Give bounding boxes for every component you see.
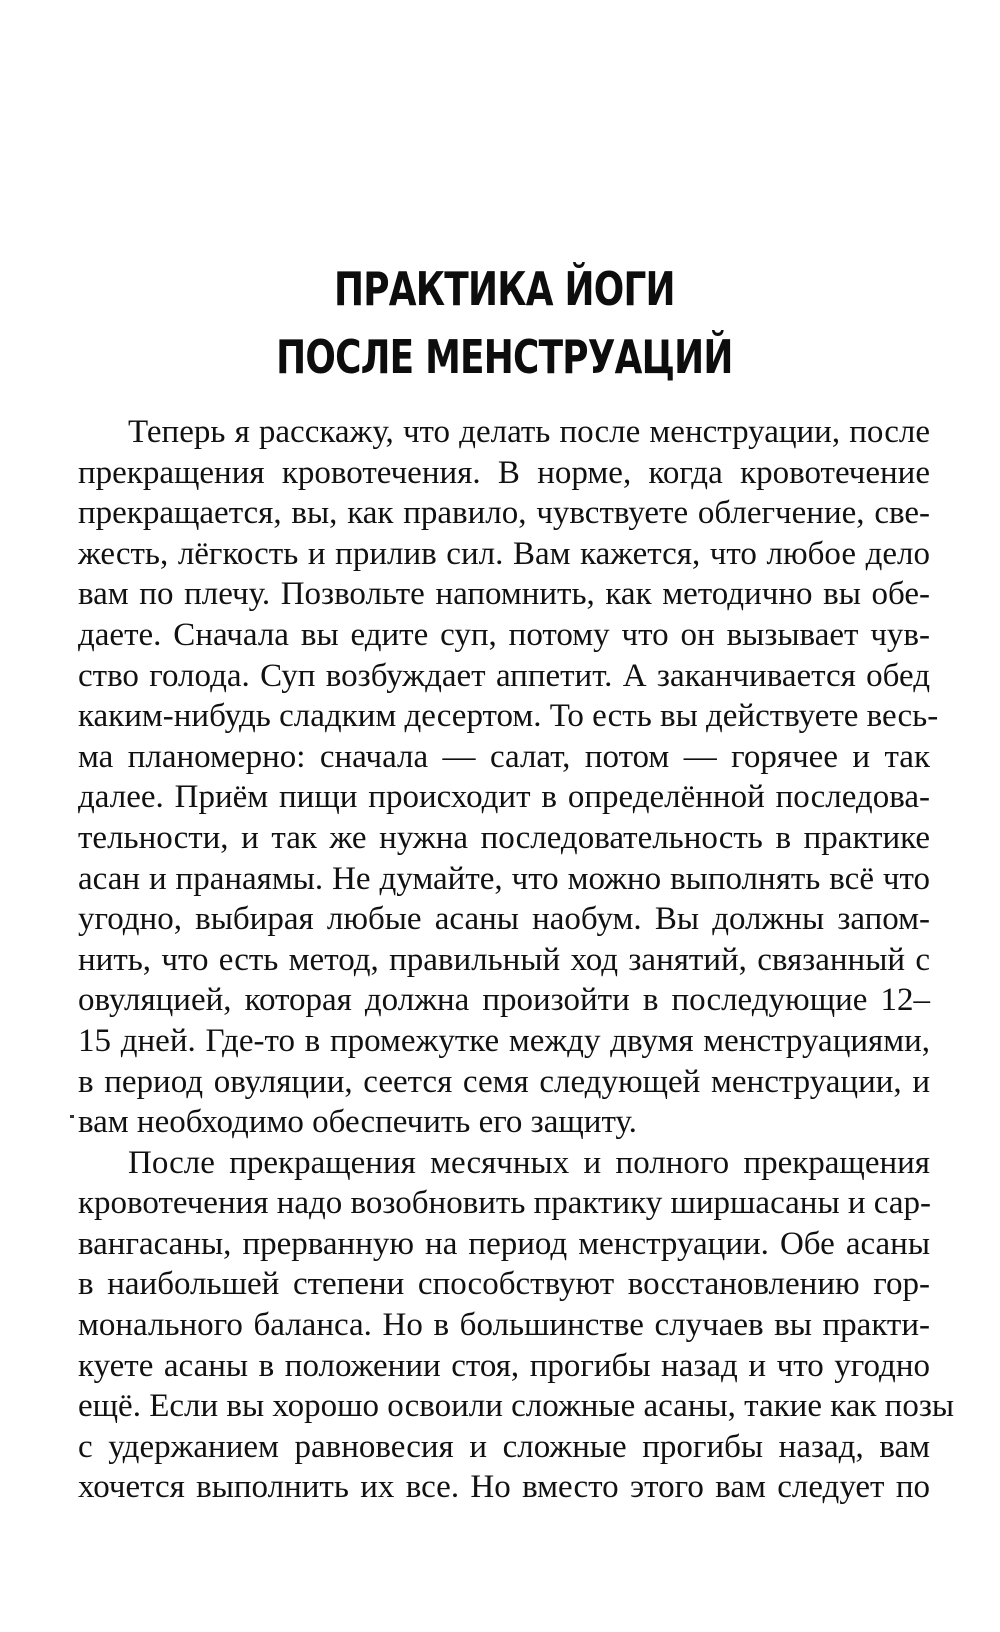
text-line: вам необходимо обеспечить его защиту. — [78, 1104, 637, 1141]
text-line: кровотечения надо возобновить практику ширшасаны и сар- — [78, 1185, 931, 1222]
chapter-title-line-2: ПОСЛЕ МЕНСТРУАЦИЙ — [276, 330, 733, 384]
paragraph-1 — [78, 412, 939, 1143]
text-line: монального баланса. Но в большинстве случаев вы практи- — [78, 1307, 930, 1344]
text-line: ство голода. Суп возбуждает аппетит. А заканчивается обед — [78, 657, 930, 694]
paragraph-2 — [78, 1143, 955, 1508]
text-line: нить, что есть метод, правильный ход занятий, связанный с — [78, 941, 930, 978]
text-line: 15 дней. Где-то в промежутке между двумя менструациями, — [78, 1022, 930, 1059]
text-line: в наибольшей степени способствуют восстановлению гор- — [78, 1266, 930, 1303]
text-line: угодно, выбирая любые асаны наобум. Вы должны запом- — [78, 901, 930, 938]
text-line: После прекращения месячных и полного прекращения — [128, 1144, 930, 1181]
text-line: Теперь я расскажу, что делать после менструации, после — [128, 414, 930, 450]
text-line: с удержанием равновесия и сложные прогибы назад, вам — [78, 1428, 930, 1465]
text-line: прекращается, вы, как правило, чувствуете облегчение, све- — [78, 495, 930, 532]
text-line: хочется выполнить их все. Но вместо этого вам следует по — [78, 1469, 930, 1506]
text-line: даете. Сначала вы едите суп, потому что он вызывает чув- — [78, 616, 930, 653]
text-line: тельности, и так же нужна последовательность в практике — [78, 819, 930, 856]
text-line: асан и пранаямы. Не думайте, что можно выполнять всё что — [78, 860, 930, 897]
text-line: каким-нибудь сладким десертом. То есть вы действуете весь- — [78, 698, 939, 735]
text-line: далее. Приём пищи происходит в определённой последова- — [78, 779, 930, 816]
text-line: куете асаны в положении стоя, прогибы назад и что угодно — [78, 1347, 930, 1384]
text-line: прекращения кровотечения. В норме, когда кровотечение — [78, 454, 930, 491]
text-line: овуляцией, которая должна произойти в последующие 12– — [78, 982, 930, 1019]
text-line: жесть, лёгкость и прилив сил. Вам кажется, что любое дело — [78, 535, 930, 572]
text-line: ма планомерно: сначала — салат, потом — горячее и так — [78, 738, 930, 775]
body-text — [78, 412, 955, 1508]
text-line: вам по плечу. Позвольте напомнить, как методично вы обе- — [78, 576, 930, 613]
text-line: в период овуляции, сеется семя следующей менструации, и — [78, 1063, 930, 1100]
chapter-title-line-1: ПРАКТИКА ЙОГИ — [333, 262, 675, 316]
text-line: ещё. Если вы хорошо освоили сложные асаны, такие как позы — [78, 1388, 955, 1425]
margin-mark — [70, 1115, 74, 1118]
text-line: вангасаны, прерванную на период менструации. Обе асаны — [78, 1225, 930, 1262]
